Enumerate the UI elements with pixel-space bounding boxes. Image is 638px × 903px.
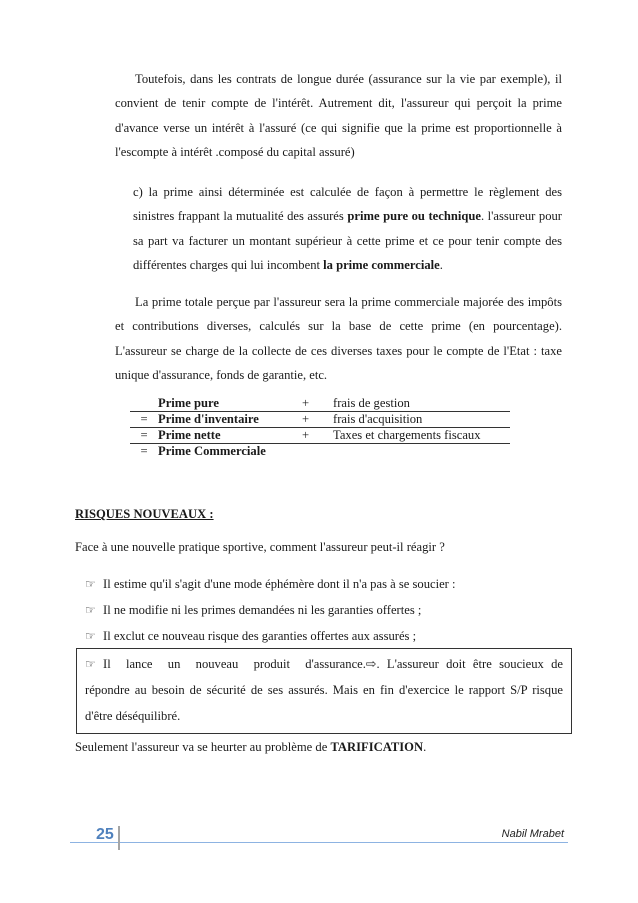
pointing-hand-icon: ☞ <box>85 577 96 591</box>
paragraph-interest: Toutefois, dans les contrats de longue durée (assurance sur la vie par exemple), il convient de tenir compte de l'intérêt. Autrement dit, l'assureur qui perçoit la prime d'avance verse un intérêt à l'assuré (ce qui signifie que la prime est proportionnelle à l'escompte à intérêt .composé du capital assuré) <box>115 72 562 160</box>
paragraph-total-prime: La prime totale perçue par l'assureur sera la prime commerciale majorée des impôts et contributions diverses, calculés sur la base de cette prime (en pourcentage). L'assureur se charge de la collecte de ces diverses taxes pour le compte de l'Etat : taxe unique d'assurance, fonds de garantie, etc. <box>115 295 562 383</box>
prime-name-cell: Prime nette <box>158 428 278 444</box>
closing-period: . <box>423 740 427 754</box>
p2-text-c: . l'assureur pour sa part va facturer un montant supérieur à cette prime et ce pour tenir compte des différentes charges qui lui incombent <box>133 209 563 273</box>
pointing-hand-icon: ☞ <box>85 603 96 617</box>
boxed-new-product-note <box>76 648 572 734</box>
boxed-lead-text: Il lance un nouveau produit d'assurance. <box>103 657 366 671</box>
closing-text: Seulement l'assureur va se heurter au problème de <box>75 740 331 754</box>
prime-name-cell: Prime d'inventaire <box>158 412 278 428</box>
table-row <box>130 444 510 460</box>
paragraph-prime-calculation <box>133 180 562 278</box>
operator-cell: = <box>130 444 158 460</box>
list-item <box>85 600 565 626</box>
plus-cell: + <box>278 428 333 444</box>
section-intro: Face à une nouvelle pratique sportive, comment l'assureur peut-il réagir ? <box>75 540 445 554</box>
footer-divider <box>70 842 568 843</box>
plus-cell: + <box>301 396 310 410</box>
p2-bold-prime-commerciale: la prime commerciale <box>323 258 440 273</box>
prime-name-cell: Prime Commerciale <box>158 444 278 460</box>
operator-cell: = <box>130 428 158 444</box>
prime-name-cell: Prime pure <box>158 396 219 410</box>
plus-cell: + <box>278 412 333 428</box>
pointing-hand-icon: ☞ <box>85 657 96 671</box>
plus-cell <box>278 444 333 460</box>
page-number: 25 <box>96 826 114 843</box>
pointing-hand-icon: ☞ <box>85 629 96 643</box>
charge-cell: Taxes et chargements fiscaux <box>333 428 510 444</box>
closing-sentence <box>75 740 426 755</box>
list-item-text: Il exclut ce nouveau risque des garanties offertes aux assurés ; <box>103 629 417 643</box>
p2-text-a: c) la prime ainsi déterminée est calculée de façon à permettre le règlement des sinistres frappant la mutualité des assurés <box>133 185 562 224</box>
section-heading: RISQUES NOUVEAUX : <box>75 507 214 521</box>
table-row <box>130 396 510 412</box>
response-list <box>85 574 565 652</box>
charge-cell: frais d'acquisition <box>333 412 510 428</box>
operator-cell: = <box>130 412 158 428</box>
p2-bold-prime-pure: prime pure ou technique <box>347 209 481 224</box>
tarification-keyword: TARIFICATION <box>330 740 424 754</box>
footer-author: Nabil Mrabet <box>501 828 564 840</box>
operator-cell <box>130 396 158 412</box>
right-arrow-icon: ⇨ <box>365 656 377 671</box>
prime-breakdown-table <box>130 396 510 459</box>
list-item <box>85 574 565 600</box>
charge-cell: frais de gestion <box>333 396 410 410</box>
p2-text-e: . <box>439 258 443 273</box>
page-number-separator <box>118 826 120 850</box>
list-item-text: Il estime qu'il s'agit d'une mode éphémère dont il n'a pas à se soucier : <box>103 577 456 591</box>
list-item-text: Il ne modifie ni les primes demandées ni les garanties offertes ; <box>103 603 422 617</box>
table-row <box>130 412 510 428</box>
charge-cell <box>333 444 510 460</box>
boxed-rest-text: . L'assureur doit être soucieux de répondre au besoin de sécurité de ses assurés. Mais en fin d'exercice le rapport S/P risque d'être déséquilibré. <box>85 657 563 723</box>
table-row <box>130 428 510 444</box>
